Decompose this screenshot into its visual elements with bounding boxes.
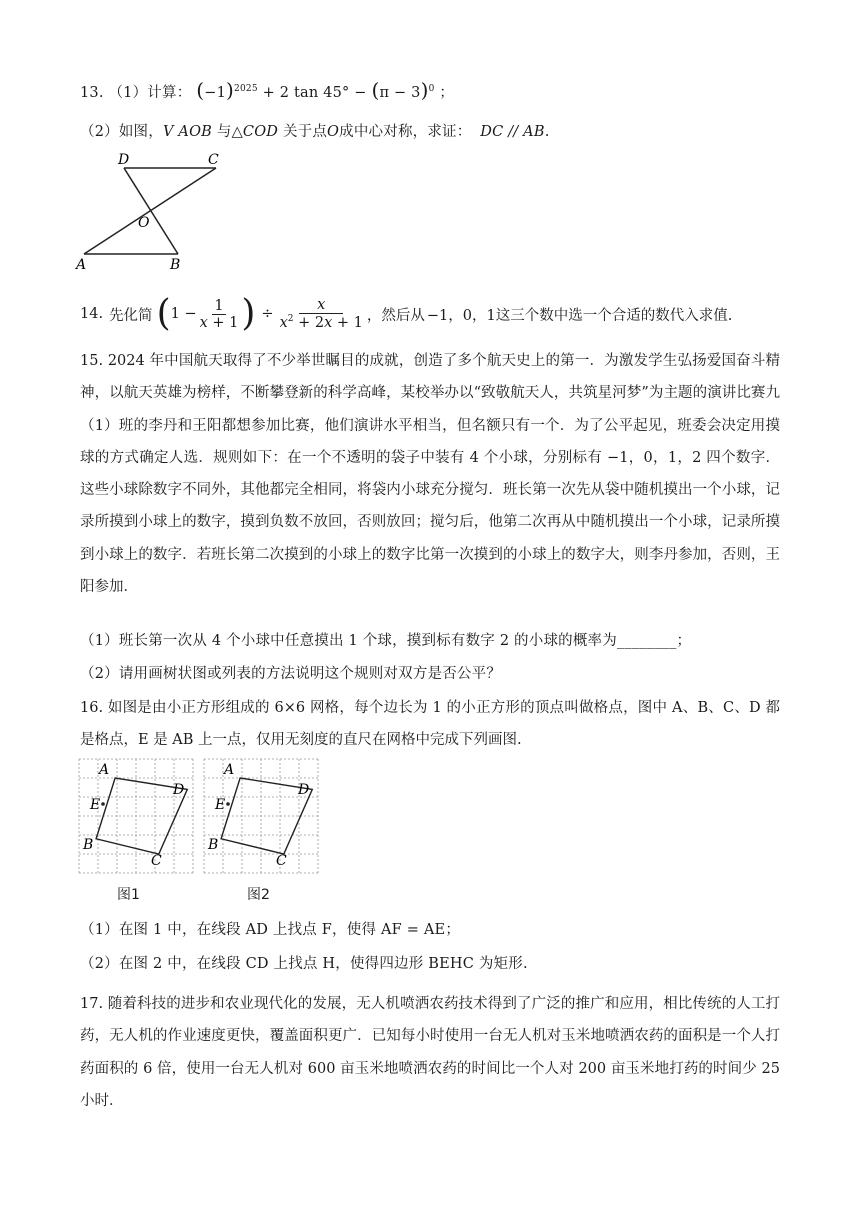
q14-suffix: ，然后从 <box>366 307 425 324</box>
q13-label-c: C <box>208 152 219 168</box>
q15-text: 15. 2024 年中国航天取得了不少举世瞩目的成就，创造了多个航天史上的第一．为激发学生弘扬爱国奋斗精神，以航天英雄为榜样，不断攀登新的科学高峰，某校举办以“致敬航天人，共筑星河梦”为主题的演讲比赛九（1）班的李丹和王阳都想参加比赛，他们演讲水平相当，但名额只有一个．为了公平起见，班委会决定用摸球的方式确定人选．规则如下：在一个不透明的袋子中装有 4 个小球，分别标有 −1，0，1，2 四个数字．这些小球除数字不同外，其他都完全相同，将袋内小球充分搅匀．班长第一次先从袋中随机摸出一个小球，记录所摸到小球上的数字，摸到负数不放回，否则放回；搅匀后，他第二次再从中随机摸出一个小球，记录所摸到小球上的数字．若班长第二次摸到的小球上的数字比第一次摸到的小球上的数字大，则李丹参加，否则，王阳参加． <box>80 353 780 596</box>
fig2-label-e: E <box>215 797 226 813</box>
point-e-dot <box>101 802 105 806</box>
q13-label-b: B <box>170 257 181 273</box>
fig2-label-a: A <box>224 762 235 778</box>
fig2-label-b: B <box>208 837 219 853</box>
q13-part2 <box>80 120 550 141</box>
q13-part2-prefix: （2）如图， <box>80 124 163 140</box>
q13-figure-line-ca <box>84 168 216 254</box>
q13-part2-mid: 关于点 <box>282 124 328 140</box>
q15-part2: （2）请用画树状图或列表的方法说明这个规则对双方是否公平？ <box>80 666 502 682</box>
fig1-label-d: D <box>173 782 185 798</box>
q14-prefix: 先化简 <box>109 307 153 324</box>
fig2-label-d: D <box>298 782 310 798</box>
fig1-label-b: B <box>83 837 94 853</box>
fig2-label-c: C <box>276 853 287 869</box>
q16-part1: （1）在图 1 中，在线段 AD 上找点 F，使得 AF = AE； <box>80 922 461 938</box>
q16-figure-1 <box>77 757 197 875</box>
q13-label-o: O <box>138 215 150 231</box>
q13-label-a: A <box>76 257 87 273</box>
q16-figure-2 <box>202 757 322 875</box>
fig1-label-c: C <box>151 853 162 869</box>
q13-label-d: D <box>118 152 130 168</box>
q15-part1: （1）班长第一次从 4 个小球中任意摸出 1 个球，摸到标有数字 2 的小球的概率为________； <box>80 633 692 649</box>
q13-proof-statement: DC // AB <box>480 124 545 140</box>
q16-fig2-caption: 图2 <box>247 887 270 903</box>
q16-part2: （2）在图 2 中，在线段 CD 上找点 H，使得四边形 BEHC 为矩形. <box>80 956 528 972</box>
fig1-label-a: A <box>99 762 110 778</box>
q13-part2-end: . <box>544 124 550 140</box>
q17-text: 17. 随着科技的进步和农业现代化的发展，无人机喷洒农药技术得到了广泛的推广和应用，相比传统的人工打药，无人机的作业速度更快，覆盖面积更广．已知每小时使用一台无人机对玉米地喷洒农药的面积是一个人打药面积的 6 倍，使用一台无人机对 600 亩玉米地喷洒农药的时间比一个人对 200 亩玉米地打药的时间少 25 小时． <box>80 996 780 1109</box>
q16-fig1-caption: 图1 <box>117 887 140 903</box>
q13-number: 13. <box>80 85 104 101</box>
q13-point-o: O <box>327 124 340 140</box>
q13-triangle-aob: V AOB <box>162 124 213 140</box>
q14 <box>80 290 732 338</box>
q13-part1 <box>80 78 454 102</box>
fig1-label-e: E <box>90 797 101 813</box>
point-e-dot <box>226 802 230 806</box>
q13-part2-mid2: 成中心对称，求证： <box>339 124 472 140</box>
q16-text: 16. 如图是由小正方形组成的 6×6 网格，每个边长为 1 的小正方形的顶点叫做格点，图中 A、B、C、D 都是格点，E 是 AB 上一点，仅用无刻度的直尺在网格中完成下列画图. <box>80 700 780 749</box>
q13-triangle-cod: △COD <box>231 124 279 140</box>
q14-expression: ( 1 − $\frac{1}{x + 1}$ ) ÷ $\frac{x}{x^2 + 2x + 1}$ <box>156 293 363 334</box>
q13-part1-end: ； <box>439 85 455 101</box>
q14-choices: −1，0，1 <box>426 307 496 324</box>
q14-number: 14. <box>80 306 104 322</box>
q13-part1-prefix: （1）计算： <box>108 85 192 101</box>
q13-part1-expression: $(-1)^{2025} + 2$ $\tan 45^\circ - (\pi - 3)^0$ <box>196 78 435 102</box>
q14-suffix2: 这三个数中选一个合适的数代入求值. <box>495 307 733 324</box>
q13-and: 与 <box>216 124 232 140</box>
q13-figure <box>74 148 234 273</box>
